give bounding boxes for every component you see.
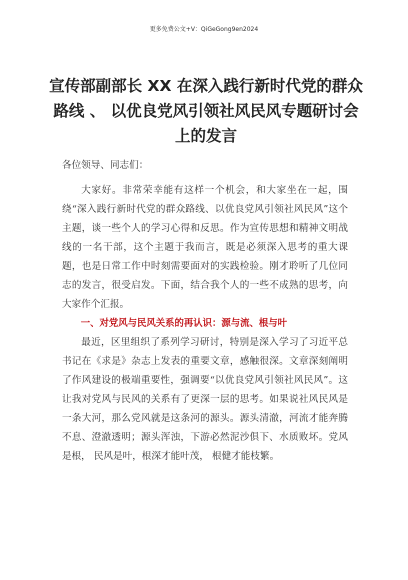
header-watermark: 更多免费公文+V：QiGeGong9en2024 bbox=[149, 26, 259, 33]
paragraph: 大家好。非常荣幸能有这样一个机会，和大家坐在一起，围绕“深入践行新时代党的群众路线、以优良党风引领社风民风”这个主题，谈一些个人的学习心得和反思。作为宣传思想和精神文明战线的一名干部，这个主题于我而言，既是必须深入思考的重大课题，也是日常工作中时刻需要面对的实践检验。刚才聆听了几位同志的发言，很受启发。下面，结合我个人的一些不成熟的思考，向大家作个汇报。 bbox=[62, 185, 348, 310]
paragraph: 最近，区里组织了系列学习研讨，特别是深入学习了习近平总书记在《求是》杂志上发表的重要文章，感触很深。文章深刻阐明了作风建设的极端重要性，强调要“以优良党风引领社风民风”。这让我对党风与民风的关系有了更深一层的思考。如果说社风民风是一条大河，那么党风就是这条河的源头。源头清澈，河流才能奔腾不息、澄澈透明；源头浑浊，下游必然泥沙俱下、水质败坏。党风是根， 民风是叶，根深才能叶茂， 根健才能枝繁。 bbox=[62, 337, 348, 462]
document-title: 宣传部副部长 XX 在深入践行新时代党的群众路线 、 以优良党风引领社风民风专题研讨会上的发言 bbox=[49, 77, 363, 145]
section-heading: 一、对党风与民风关系的再认识：源与流、根与叶 bbox=[80, 318, 288, 329]
document-body bbox=[62, 156, 348, 466]
salutation: 各位领导、同志们： bbox=[62, 160, 149, 171]
